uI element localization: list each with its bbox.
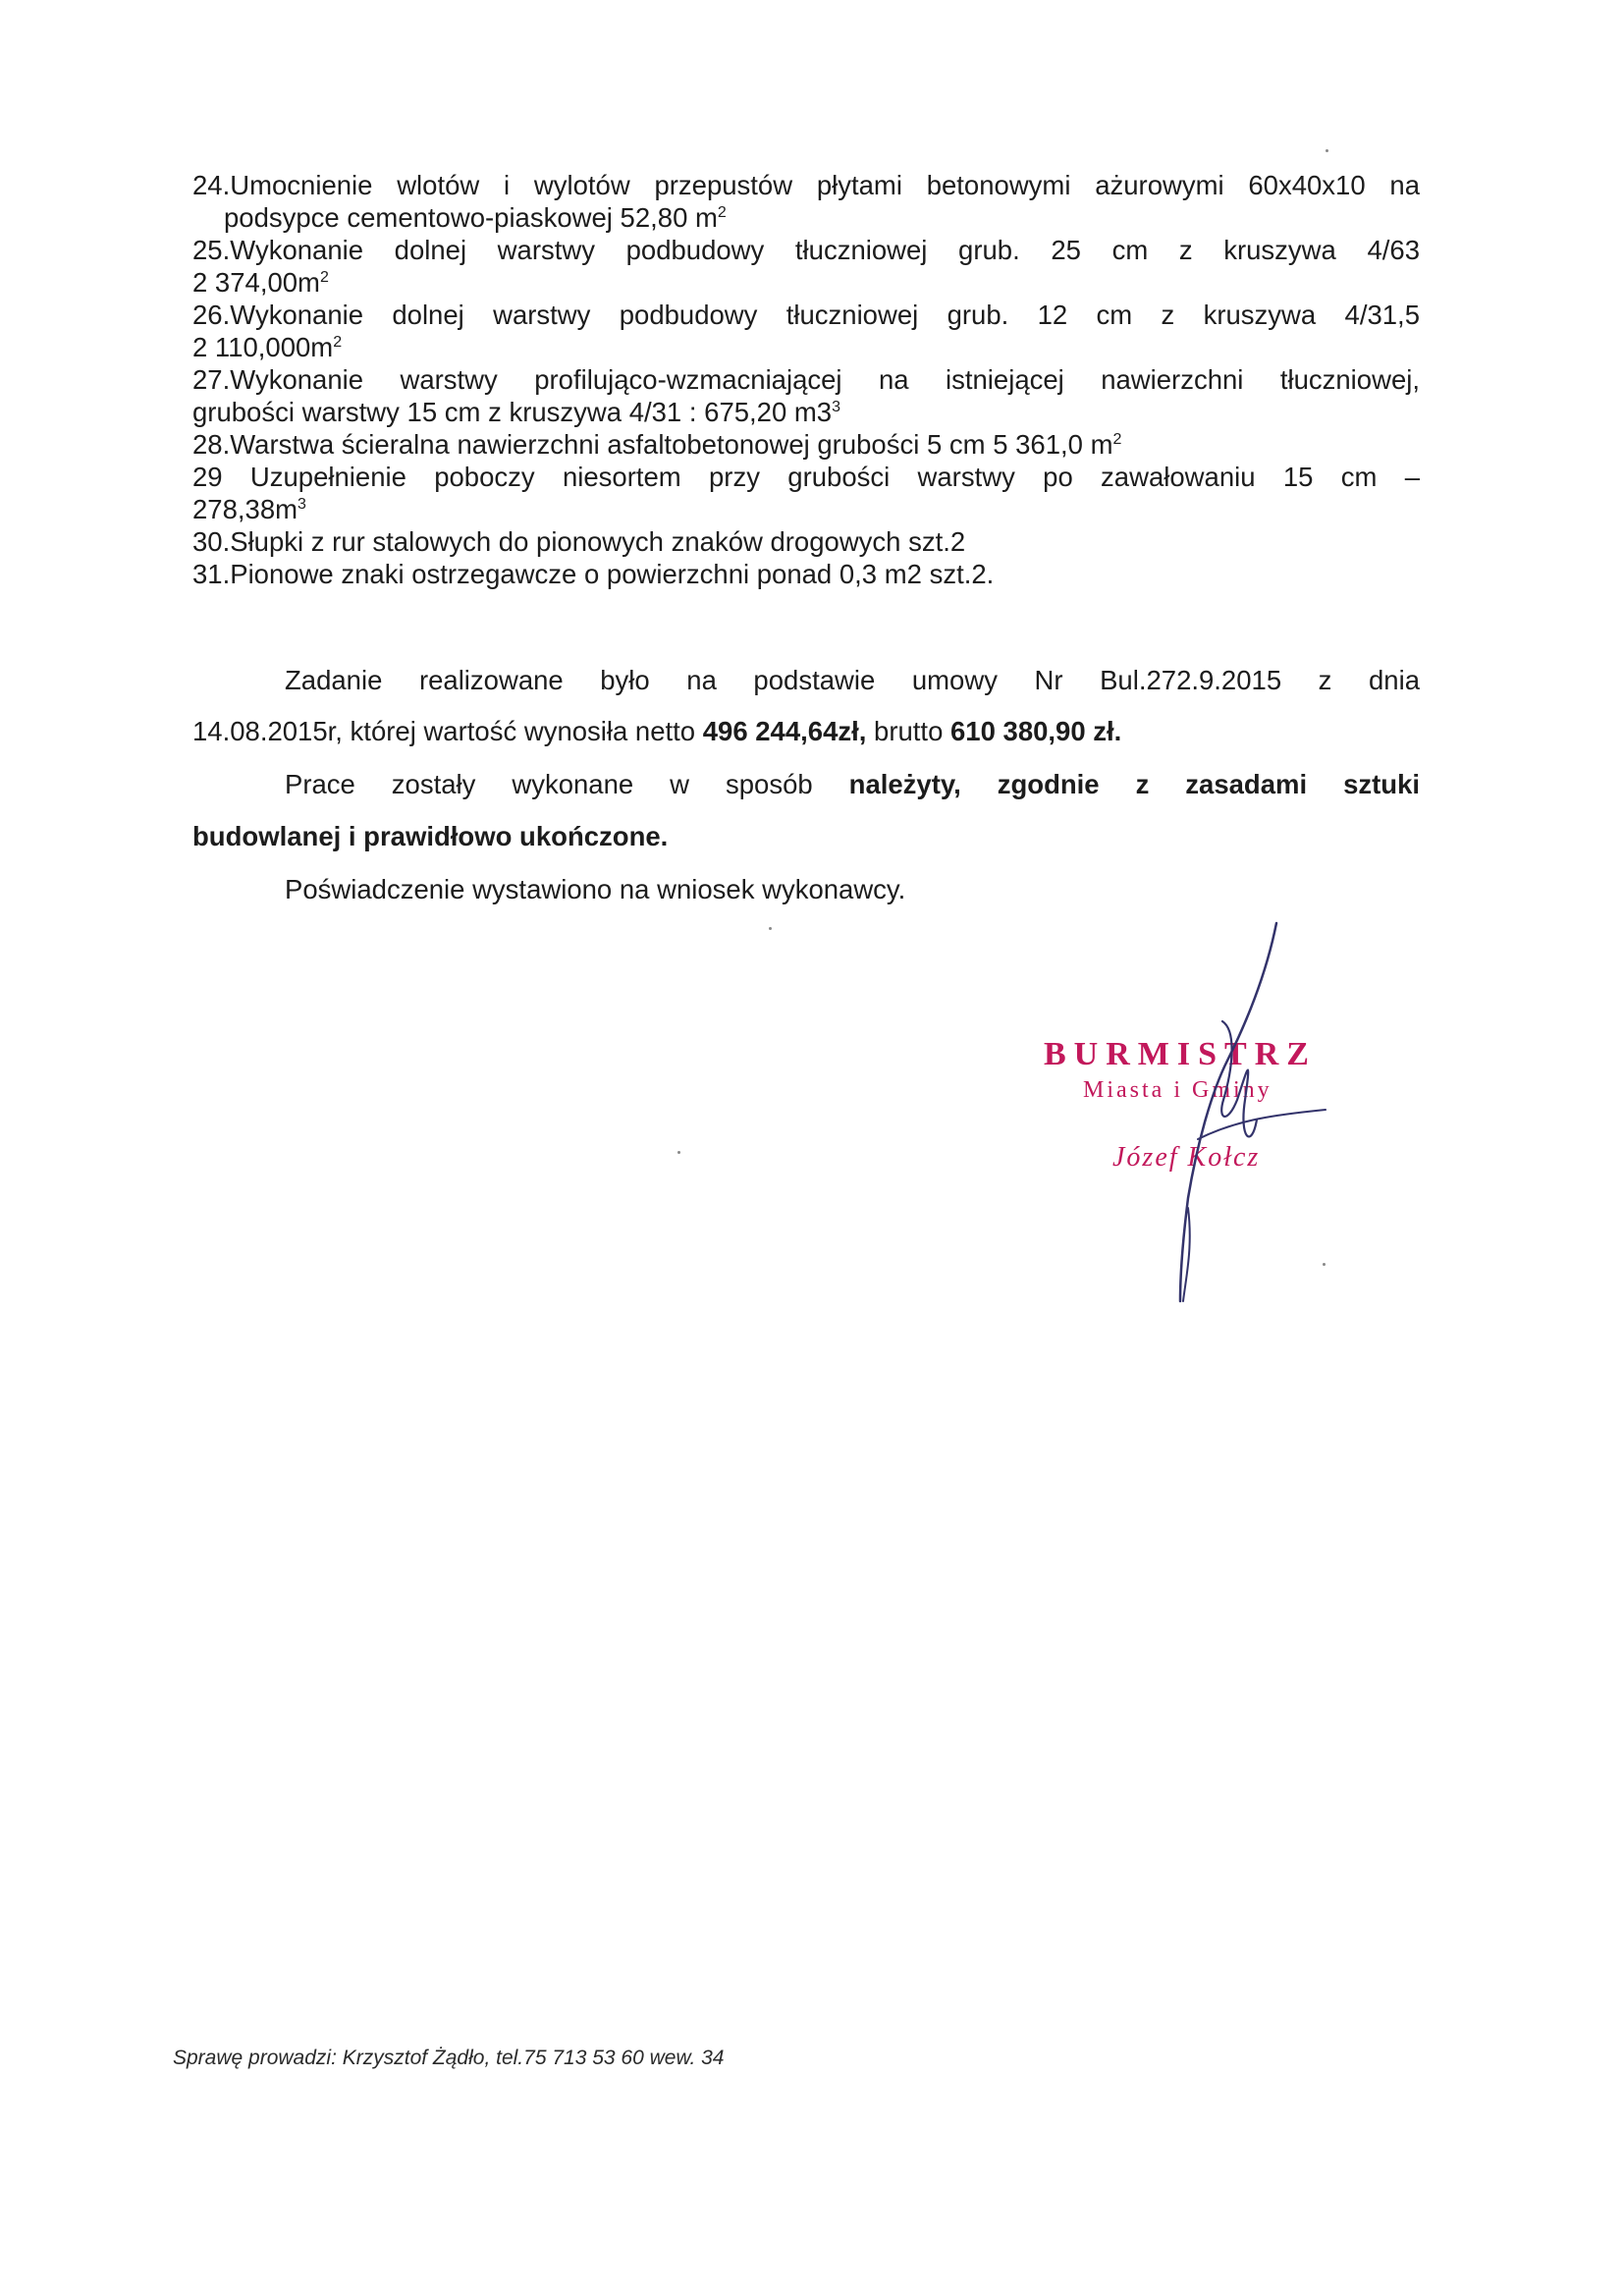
superscript: 2	[319, 268, 329, 286]
list-item	[192, 363, 1420, 428]
gross-amount: 610 380,90 zł.	[950, 716, 1122, 746]
item-29-line1: 29 Uzupełnienie poboczy niesortem przy grubości warstwy po zawałowaniu 15 cm –	[192, 462, 1420, 492]
superscript: 3	[832, 398, 841, 415]
item-26-line1: 26.Wykonanie dolnej warstwy podbudowy tłuczniowej grub. 12 cm z kruszywa 4/31,5	[192, 300, 1420, 330]
list-item	[192, 234, 1420, 299]
contract-text: brutto	[866, 716, 951, 746]
item-26-line2: 2 110,000m	[192, 332, 334, 362]
scan-speck	[1323, 1263, 1326, 1266]
footer-contact: Sprawę prowadzi: Krzysztof Żądło, tel.75 713 53 60 wew. 34	[173, 2047, 725, 2069]
item-25-line2: 2 374,00m	[192, 267, 320, 298]
scan-speck	[769, 927, 772, 930]
item-27-line1: 27.Wykonanie warstwy profilująco-wzmacniającej na istniejącej nawierzchni tłuczniowej,	[192, 364, 1420, 395]
list-item	[192, 428, 1420, 461]
contract-paragraph-line1: Zadanie realizowane było na podstawie umowy Nr Bul.272.9.2015 z dnia	[285, 665, 1420, 695]
list-item	[192, 525, 1420, 558]
list-item	[192, 558, 1420, 590]
item-31-line1: 31.Pionowe znaki ostrzegawcze o powierzchni ponad 0,3 m2 szt.2.	[192, 559, 995, 589]
superscript: 2	[333, 333, 343, 351]
item-24-line1: 24.Umocnienie wlotów i wylotów przepustów płytami betonowymi ażurowymi 60x40x10 na	[192, 170, 1420, 200]
item-29-line2: 278,38m	[192, 494, 298, 524]
item-30-line1: 30.Słupki z rur stalowych do pionowych znaków drogowych szt.2	[192, 526, 966, 557]
superscript: 2	[1112, 430, 1122, 448]
superscript: 2	[717, 203, 727, 221]
list-item	[192, 299, 1420, 363]
certificate-note: Poświadczenie wystawiono na wniosek wykonawcy.	[285, 874, 906, 904]
item-28-line1: 28.Warstwa ścieralna nawierzchni asfaltobetonowej grubości 5 cm 5 361,0 m	[192, 429, 1113, 460]
list-item	[192, 461, 1420, 525]
item-24-line2: podsypce cementowo-piaskowej 52,80 m	[224, 202, 718, 233]
stamp-subtitle: Miasta i Gminy	[1083, 1077, 1272, 1103]
superscript: 3	[298, 495, 306, 513]
net-amount: 496 244,64zł,	[702, 716, 867, 746]
list-item	[192, 169, 1420, 234]
handwritten-signature	[1129, 913, 1345, 1316]
item-25-line1: 25.Wykonanie dolnej warstwy podbudowy tłuczniowej grub. 25 cm z kruszywa 4/63	[192, 235, 1420, 265]
contract-paragraph-line2	[192, 716, 1420, 747]
work-items-list	[192, 169, 1420, 590]
quality-bold-text: należyty, zgodnie z zasadami sztuki	[848, 769, 1421, 799]
stamp-name: Józef Kołcz	[1112, 1142, 1261, 1173]
scan-speck	[677, 1151, 680, 1154]
quality-paragraph-line2: budowlanej i prawidłowo ukończone.	[192, 821, 669, 851]
quality-paragraph-line1	[285, 769, 1420, 800]
scan-speck	[1326, 149, 1328, 152]
item-27-line2: grubości warstwy 15 cm z kruszywa 4/31 : 675,20 m3	[192, 397, 833, 427]
stamp-title: BURMISTRZ	[1044, 1036, 1317, 1072]
quality-text: Prace zostały wykonane w sposób	[285, 769, 849, 799]
contract-text: 14.08.2015r, której wartość wynosiła netto	[192, 716, 703, 746]
